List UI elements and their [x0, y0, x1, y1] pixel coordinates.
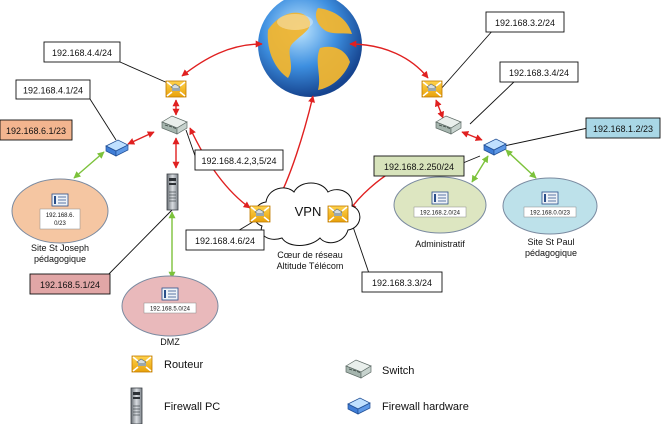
cloud-label-line2: Altitude Télécom: [276, 261, 344, 271]
dmz-net: 192.168.5.0/24: [149, 306, 191, 313]
ip-callout: [0, 120, 72, 140]
svg-text:192.168.5.1/24: 192.168.5.1/24: [39, 280, 101, 290]
ip-callout: [374, 156, 464, 176]
switch-icon: [162, 116, 187, 134]
svg-text:192.168.4.4/24: 192.168.4.4/24: [51, 48, 113, 58]
network-icon: [432, 192, 448, 204]
st-joseph-net-line2: 0/23: [54, 221, 66, 227]
admin-name: Administratif: [415, 239, 465, 249]
ip-callout: [30, 274, 110, 294]
svg-text:192.168.4.6/24: 192.168.4.6/24: [194, 236, 256, 246]
internet-globe-icon: [258, 0, 362, 97]
firewall-hardware-icon: [348, 398, 370, 414]
ip-callout: [186, 230, 264, 250]
firewall-pc-icon: [167, 174, 178, 210]
svg-text:192.168.4.2,3,5/24: 192.168.4.2,3,5/24: [201, 156, 277, 166]
network-icon: [162, 288, 178, 300]
ip-callout: [586, 118, 660, 138]
vpn-label: VPN: [294, 204, 322, 219]
router-icon: [328, 206, 348, 222]
admin-net: 192.168.2.0/24: [419, 210, 461, 217]
core-network-cloud: [254, 183, 360, 271]
svg-text:192.168.6.1/23: 192.168.6.1/23: [5, 126, 67, 136]
svg-text:192.168.4.1/24: 192.168.4.1/24: [22, 85, 84, 96]
ip-callout: [500, 62, 578, 82]
ip-callout: [195, 150, 283, 170]
network-icon: [542, 192, 558, 204]
st-paul-name-line2: pédagogique: [524, 248, 578, 258]
site-administratif: [394, 177, 486, 249]
legend-router-label: Routeur: [164, 359, 204, 371]
ip-callout: [362, 272, 442, 292]
svg-text:192.168.3.3/24: 192.168.3.3/24: [371, 278, 433, 288]
svg-text:192.168.3.4/24: 192.168.3.4/24: [508, 68, 570, 78]
site-st-paul: [503, 178, 597, 258]
ip-callout: [16, 80, 90, 99]
network-icon: [52, 194, 68, 206]
router-icon: [132, 356, 152, 372]
st-joseph-name-line2: pédagogique: [33, 254, 87, 264]
svg-text:192.168.2.250/24: 192.168.2.250/24: [383, 162, 455, 172]
dmz-name: DMZ: [160, 337, 180, 347]
cloud-label-line1: Cœur de réseau: [277, 250, 343, 260]
st-paul-name-line1: Site St Paul: [527, 237, 575, 247]
legend-firewall-hardware-label: Firewall hardware: [382, 401, 469, 413]
legend: [131, 356, 469, 424]
router-icon: [422, 81, 442, 97]
switch-icon: [436, 116, 461, 134]
svg-text:192.168.3.2/24: 192.168.3.2/24: [494, 18, 556, 28]
st-joseph-name-line1: Site St Joseph: [30, 243, 90, 253]
firewall-pc-icon: [131, 388, 142, 424]
st-joseph-net-line1: 192.168.6.: [45, 213, 75, 219]
ip-callout: [486, 12, 564, 32]
site-st-joseph: [12, 179, 108, 264]
svg-text:192.168.1.2/23: 192.168.1.2/23: [592, 124, 654, 134]
router-icon: [250, 206, 270, 222]
firewall-hardware-icon: [484, 139, 506, 155]
legend-firewall-pc-label: Firewall PC: [164, 401, 221, 413]
site-dmz: [122, 276, 218, 347]
firewall-hardware-icon: [106, 140, 128, 156]
switch-icon: [346, 360, 371, 378]
legend-switch-label: Switch: [382, 365, 415, 377]
router-icon: [166, 81, 186, 97]
ip-callout: [44, 42, 120, 62]
st-paul-net: 192.168.0.0/23: [529, 210, 571, 217]
